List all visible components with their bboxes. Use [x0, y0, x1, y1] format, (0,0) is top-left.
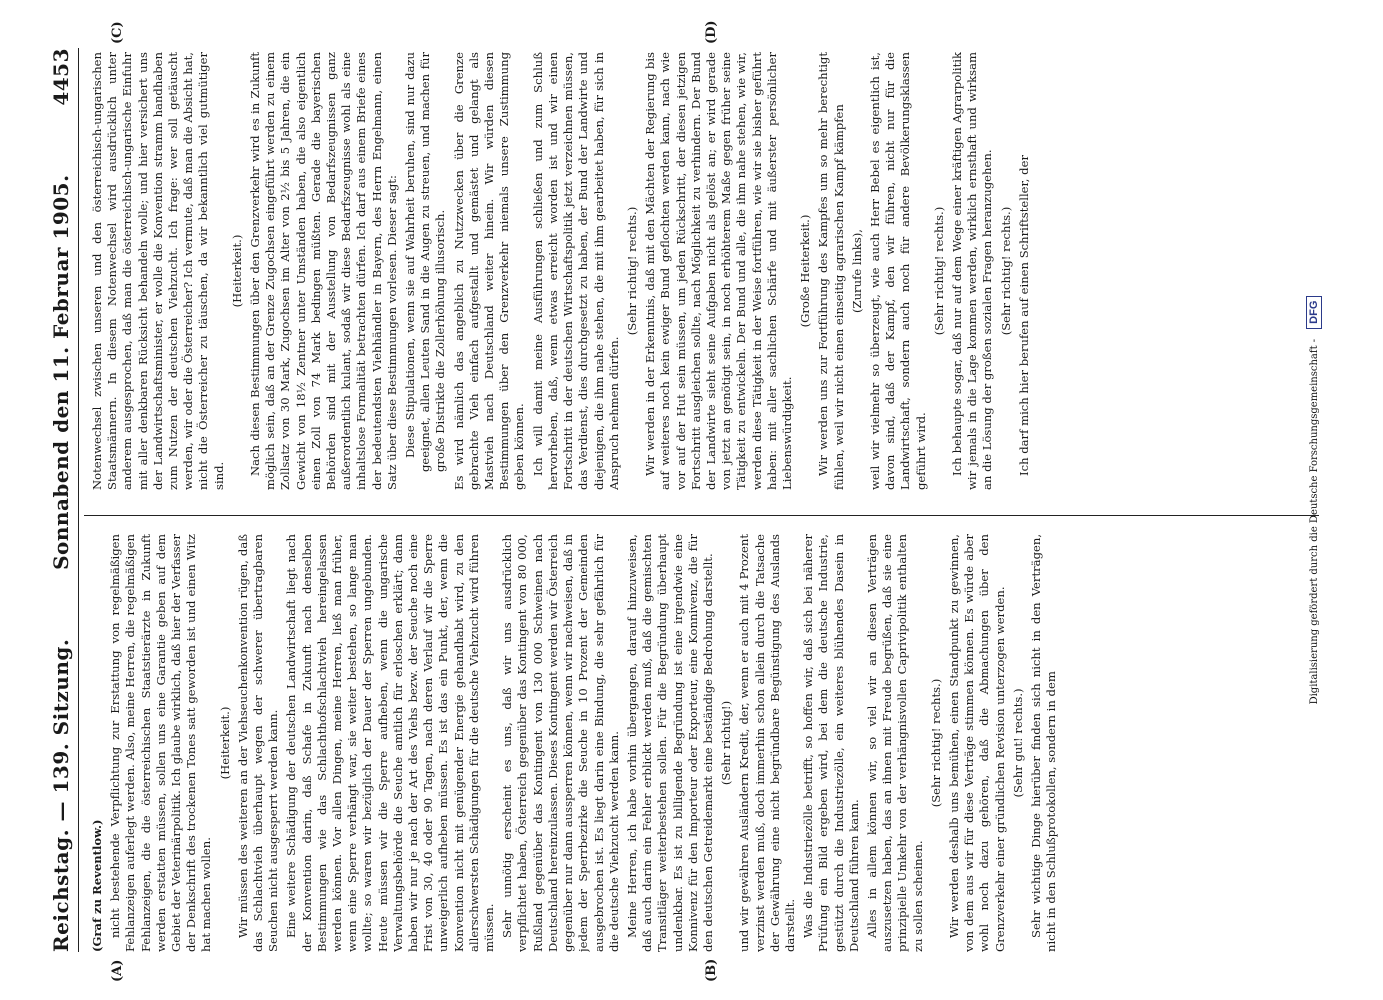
digitization-footer: [1304, 0, 1324, 1000]
column-divider: [84, 515, 1319, 516]
paragraph: und wir gewähren Ausländern Kredit, der, wenn er auch mit 4 Prozent verzinst werden muß, doch immerhin schon allein durch die Tatsache der Gewährung eine nicht begründbare Begünstigung des Auslands darstellt.: [737, 534, 797, 952]
margin-marker-b: (B): [704, 958, 719, 982]
scanned-page: [14, 0, 1337, 1000]
paragraph: Wir werden deshalb uns bemühen, einen Standpunkt zu gewinnen, von dem aus wir für diese Verträge stimmen können. Es würde aber wohl noch dazu gehören, daß die Abmachungen über den Grenzverkehr einer gründlichen Revision unterzogen werden.: [946, 534, 1007, 952]
paragraph: Notenwechsel zwischen unseren und den österreichisch-ungarischen Staatsmännern. In diesem Notenwechsel wird ausdrücklich unter anderem ausgesprochen, daß man die österreichisch-ungarische Einfuhr mit aller denkbaren Rücksicht behandeln wolle; und hier versichert uns der Landwirtschaftsminister, er wolle die Konvention stramm handhaben zum Nutzen der deutschen Viehzucht. Ich frage: wer soll getäuscht werden, wir oder die Österreicher? Ich vermute, daß man die Absicht hat, nicht die Österreicher zu täuschen, da wir bekanntlich viel gutmütiger sind.: [90, 52, 226, 490]
interjection: (Sehr richtig! rechts.): [998, 206, 1013, 336]
paragraph: Alles in allem können wir, so viel wir an diesen Verträgen auszusetzen haben, das an ihnen mit Freude begrüßen, daß sie eine prinzipielle Umkehr von der verhängnisvollen Caprivipolitik enthalten zu sollen scheinen.: [864, 534, 925, 952]
interjection: (Sehr richtig! rechts.): [624, 206, 639, 336]
quotation: Diese Stipulationen, wenn sie auf Wahrheit beruhen, sind nur dazu geeignet, allen Leuten Sand in die Augen zu streuen, und machen für große Distrikte die Zollerhöhung illusorisch.: [403, 52, 448, 472]
paragraph: Was die Industriezölle betrifft, so hoffen wir, daß sich bei näherer Prüfung ein Bild ergeben wird, bei dem die deutsche Industrie, gestützt durch die Industriezölle, ein weiteres blühendes Dasein in Deutschland führen kann.: [801, 534, 861, 952]
interjection: (Heiterkeit.): [217, 706, 232, 780]
dfg-logo: DFG: [1306, 296, 1322, 329]
margin-marker-c: (C): [110, 21, 125, 44]
interjection: (Sehr richtig! rechts.): [931, 206, 946, 336]
interjection: (Sehr richtig!): [719, 700, 734, 786]
paragraph: Wir werden uns zur Fortführung des Kampfes um so mehr berechtigt fühlen, weil wir nicht einen einseitig agrarischen Kampf kämpfen: [816, 52, 846, 490]
paragraph: Meine Herren, ich habe vorhin übergangen, darauf hinzuweisen, daß auch darin ein Fehler erblickt werden muß, daß die gemischten Transitläger weiterbestehen sollen. Für die Begründung überhaupt undenkbar. Es ist zu billigende Begründung ist eine irgendwie eine Konnivenz für den Importeur oder Exporteur, eine Konnivenz, die für den deutschen Getreidemarkt eine beständige Bedrohung darstellt.: [624, 534, 715, 952]
paragraph: Nach diesen Bestimmungen über den Grenzverkehr wird es in Zukunft möglich sein, daß an der Grenze Zugochsen eingeführt werden zu einem Zollsatz von 30 Mark, Zugochsen im Alter von 2½ bis 5 Jahren, die ein Gewicht von 18½ Zentner unter Umständen haben, die also eigentlich einen Zoll von 74 Mark bedingen müßten. Gerade die bayerischen Behörden sind mit der Ausstellung von Bedarfszeugnissen ganz außerordentlich kulant, sodaß wir diese Bedarfszeugnisse wohl als eine inhaltslose Formalität betrachten dürfen. Ich darf aus einem Briefe eines der bedeutendsten Viehhändler in Bayern, des Herrn Engelmann, einen Satz über diese Bestimmungen vorlesen. Dieser sagt:: [248, 52, 399, 490]
page-number: 4453: [49, 48, 73, 106]
margin-marker-d: (D): [704, 20, 719, 44]
paragraph: nicht bestehende Verpflichtung zur Erstattung von regelmäßigen Fehlanzeigen auferlegt werden. Also, meine Herren, die regelmäßigen Fehlanzeigen, die die österreichischen Staatstierärzte in Zukunft werden erstatten müssen, sollen uns eine Garantie geben auf dem Gebiet der Veterinärpolitik. Ich glaube wirklich, daß hier der Verfasser der Denkschrift des trockenen Tones satt geworden ist und einen Witz hat machen wollen.: [108, 534, 214, 952]
header-date: Sonnabend den 11. Februar 1905.: [49, 174, 73, 570]
interjection: (Sehr richtig! rechts.): [928, 678, 943, 808]
paragraph: Ich darf mich hier berufen auf einen Schriftsteller, der: [1016, 154, 1031, 476]
page-header: [44, 48, 79, 952]
paragraph: Ich will damit meine Ausführungen schließen und zum Schluß hervorheben, daß, wenn etwas erreicht worden ist und wir einen Fortschritt in der deutschen Wirtschaftspolitik jetzt verzeichnen müssen, das Verdienst, dies durchgesetzt zu haben, der Bund der Landwirte und diejenigen, die ihm nahe stehen, die mit ihm gearbeitet haben, für sich in Anspruch nehmen dürfen.: [530, 52, 621, 490]
speaker-line: (Graf zu Reventlow.): [90, 819, 104, 952]
paragraph: Es wird nämlich das angeblich zu Nutzzwecken über die Grenze gebrachte Vieh einfach aufgestallt und gemästet und gelangt als Mastvieh nach Deutschland weiter hinein. Wir würden diesen Bestimmungen über den Grenzverkehr niemals unsere Zustimmung geben können.: [451, 52, 527, 490]
paragraph: Wir werden in der Erkenntnis, daß mit den Mächten der Regierung bis auf weiteres noch kein ewiger Bund geflochten werden kann, nach wie vor auf der Hut sein müssen, um jeden Rückschritt, der diesen jetzigen Fortschritt ausgleichen sollte, nach Möglichkeit zu verhindern. Der Bund der Landwirte sieht seine Aufgaben nicht als gelöst an; er wird gerade von jetzt an genötigt sein, in noch erhöhterem Maße gegen früher seine Tätigkeit zu entwickeln. Der Bund und alle, die ihm nahe stehen, wie wir, werden diese Tätigkeit in der Weise fortführen, wie wir sie bisher geführt haben: mit aller sachlichen Schärfe und mit äußerster persönlicher Liebenswürdigkeit.: [643, 52, 794, 490]
right-column: [90, 52, 1317, 490]
paragraph: Wir müssen des weiteren an der Viehseuchenkonvention rügen, daß das Schlachtvieh überhaupt wegen der schwerer übertragbaren Seuchen nicht ausgesperrt werden kann.: [235, 534, 281, 952]
paragraph: Sehr wichtige Dinge hierüber finden sich nicht in den Verträgen, nicht in den Schlußprotokollen, sondern in dem: [1028, 534, 1059, 952]
interjection: (Zurufe links),: [849, 229, 864, 313]
footer-text: Digitalisierung gefördert durch die Deutsche Forschungsgemeinschaft -: [1308, 338, 1320, 705]
paragraph: Sehr unnötig erscheint es uns, daß wir uns ausdrücklich verpflichtet haben, Österreich gegenüber das Kontingent von 80 000, Rußland gegenüber das Kontingent von 130 000 Schweinen nach Deutschland hereinzulassen. Dieses Kontingent werden wir Österreich gegenüber nur dann aussperren können, wenn wir nachweisen, daß in jedem der Sperrbezirke die Seuche in 10 Prozent der Gemeinden ausgebrochen ist. Es liegt darin eine Bindung, die sehr gefährlich für die deutsche Viehzucht werden kann.: [500, 534, 621, 952]
interjection: (Sehr gut! rechts.): [1010, 688, 1025, 798]
paragraph: weil wir vielmehr so überzeugt, wie auch Herr Bebel es eigentlich ist, davon sind, daß der Kampf, den wir führen, nicht nur für die Landwirtschaft, sondern auch noch für andere Bevölkerungsklassen geführt wird.: [867, 52, 928, 490]
paragraph: Ich behaupte sogar, daß nur auf dem Wege einer kräftigen Agrarpolitik wir jemals in die Lage kommen werden, wirklich ernsthaft und wirksam an die Lösung der großen sozialen Fragen heranzugehen.: [949, 52, 995, 490]
left-column: [90, 534, 1317, 952]
interjection: (Heiterkeit.): [229, 234, 244, 308]
interjection: (Große Heiterkeit.): [798, 214, 813, 328]
margin-marker-a: (A): [110, 959, 125, 982]
header-left: Reichstag. — 139. Sitzung.: [49, 638, 73, 952]
paragraph: Eine weitere Schädigung der deutschen Landwirtschaft liegt nach der Konvention darin, daß Schafe in Zukunft nach denselben Bestimmungen wie das Schlachthofschlachtvieh hereingelassen werden können. Vor allen Dingen, meine Herren, ließ man früher, wenn eine Sperre verhängt war, sie weiter bestehen, so lange man wollte; so waren wir bezüglich der Dauer der Sperren ungebunden. Heute müssen wir die Sperre aufheben, wenn die ungarische Verwaltungsbehörde die Seuche amtlich für erloschen erklärt; dann haben wir nur je nach der Art des Viehs bezw. der Seuche noch eine Frist von 30, 40 oder 90 Tagen, nach deren Verlauf wir die Sperre unweigerlich aufheben müssen. Es ist das ein Punkt, der, wenn die Konvention nicht mit genügender Energie gehandhabt wird, zu den allerschwersten Schädigungen für die deutsche Viehzucht wird führen müssen.: [284, 534, 497, 952]
